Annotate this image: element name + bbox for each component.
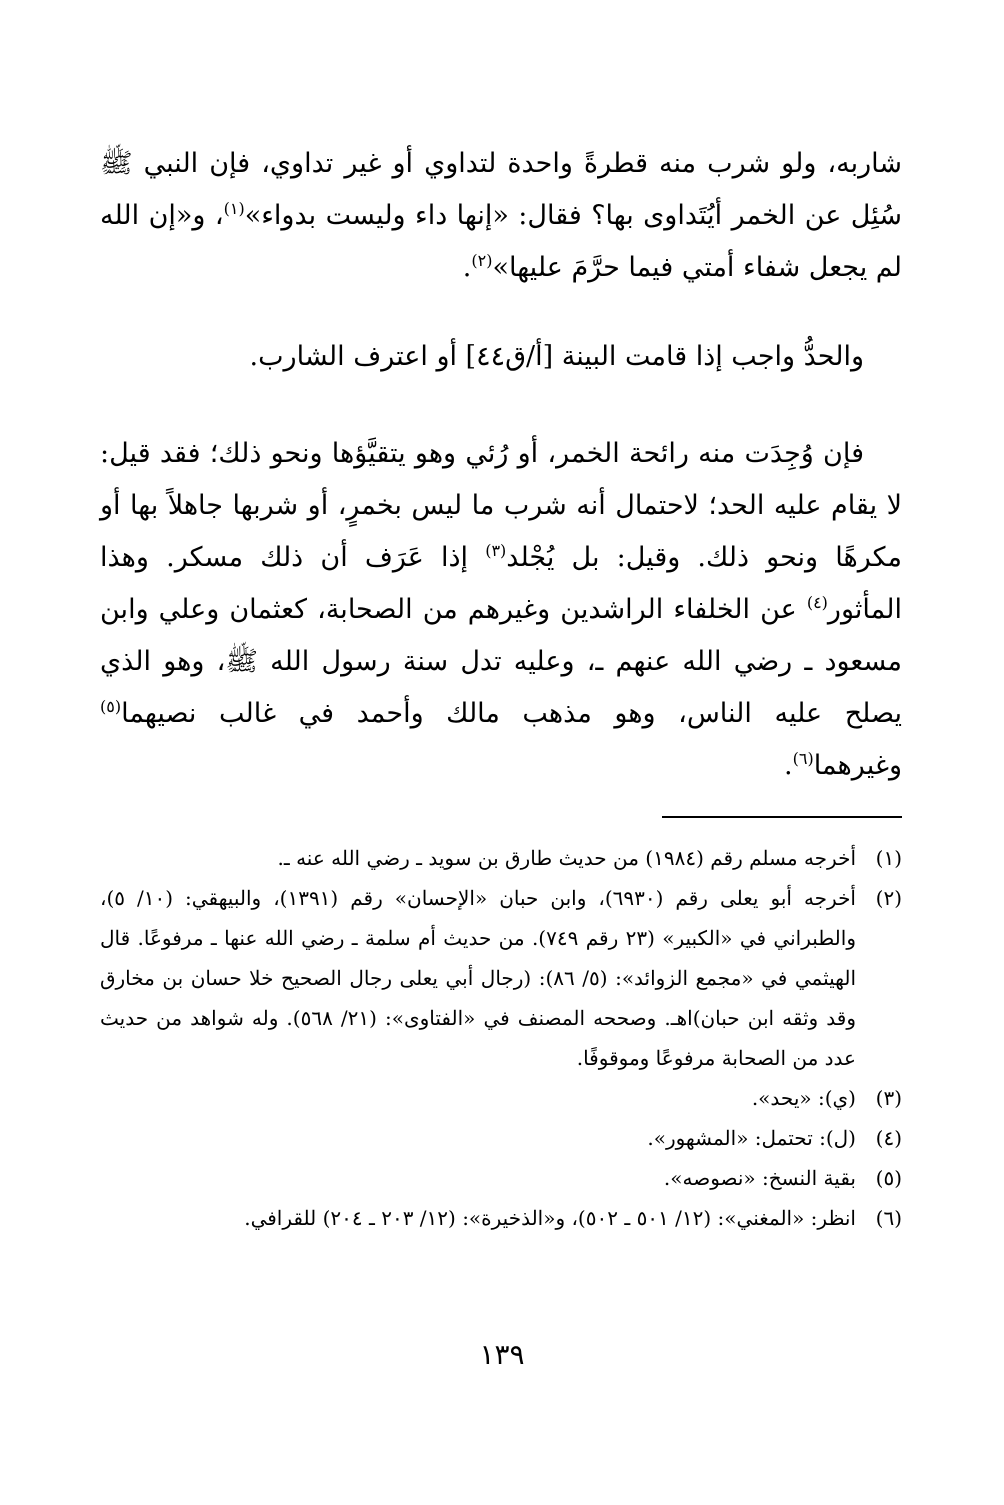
paragraph-1 (100, 138, 902, 294)
footnote-text: بقية النسخ: «نصوصه». (663, 1166, 856, 1190)
paragraph-2 (100, 331, 902, 383)
footnote-number: (٢) (875, 886, 902, 910)
footnote-ref-6: (٦) (792, 749, 814, 768)
footnote-ref-2: (٢) (471, 251, 493, 270)
footnote-text: انظر: «المغني»: (١٢/ ٥٠١ ـ ٥٠٢)، و«الذخيرة»: (١٢/ ٢٠٣ ـ ٢٠٤) للقرافي. (244, 1206, 856, 1230)
paragraph-3-text-e: . (784, 750, 793, 781)
footnote-number: (٦) (875, 1206, 902, 1230)
paragraph-3-text-c: عن الخلفاء الراشدين وغيرهم من الصحابة، كعثمان وعلي وابن مسعود ـ رضي الله عنهم ـ، وعليه تدل سنة رسول الله ﷺ، وهو الذي يصلح عليه الناس، وهو مذهب مالك وأحمد في غالب نصيهما (100, 594, 903, 729)
footnote-text: (ل): تحتمل: «المشهور». (647, 1126, 856, 1150)
footnote-ref-5: (٥) (100, 697, 122, 716)
footnote-ref-1: (١) (223, 199, 245, 218)
paragraph-1-text-a: شاربه، ولو شرب منه قطرةً واحدة لتداوي أو غير تداوي، فإن النبي ﷺ سُئِل عن الخمر أيُتَداوى بها؟ فقال: «إنها داء وليست بدواء» (100, 148, 902, 231)
footnote-text: أخرجه أبو يعلى رقم (٦٩٣٠)، وابن حبان «الإحسان» رقم (١٣٩١)، والبيهقي: (١٠/ ٥)، والطبراني في «الكبير» (٢٣ رقم ٧٤٩). من حديث أم سلمة ـ رضي الله عنها ـ مرفوعًا. قال الهيثمي في «مجمع الزوائد»: (٥/ ٨٦): (رجال أبي يعلى رجال الصحيح خلا حسان بن مخارق وقد وثقه ابن حبان)اهـ. وصححه المصنف في «الفتاوى»: (٢١/ ٥٦٨). وله شواهد من حديث عدد من الصحابة مرفوعًا وموقوفًا. (100, 886, 857, 1070)
footnote-divider (662, 816, 902, 818)
paragraph-3-text-b: إذا عَرَف أن ذلك مسكر. وهذا المأثور (100, 542, 902, 625)
footnote-ref-3: (٣) (485, 541, 507, 560)
footnote-text: أخرجه مسلم رقم (١٩٨٤) من حديث طارق بن سويد ـ رضي الله عنه ـ. (277, 846, 856, 870)
page-number: ١٣٩ (479, 1338, 525, 1371)
paragraph-2-text: والحدُّ واجب إذا قامت البينة [أ/ق٤٤] أو اعترف الشارب. (249, 341, 864, 372)
footnote-text: (ي): «يحد». (751, 1086, 856, 1110)
footnote-item (100, 838, 902, 878)
paragraph-3-text-a: فإن وُجِدَت منه رائحة الخمر، أو رُئي وهو يتقيَّؤها ونحو ذلك؛ فقد قيل: لا يقام عليه الحد؛ لاحتمال أنه شرب ما ليس بخمرٍ، أو شربها جاهلاً بها أو مكرهًا ونحو ذلك. وقيل: بل يُجْلد (100, 438, 902, 573)
footnote-number: (٣) (875, 1086, 902, 1110)
paragraph-3-text-d: وغيرهما (813, 750, 902, 781)
footnote-item (100, 1198, 902, 1238)
footnote-item (100, 1078, 902, 1118)
footnote-item (100, 1158, 902, 1198)
paragraph-3 (100, 428, 902, 792)
paragraph-1-text-b: ، و«إن الله لم يجعل شفاء أمتي فيما حرَّمَ عليها» (100, 200, 902, 283)
paragraph-1-text-c: . (462, 252, 472, 283)
footnotes (100, 838, 902, 1238)
footnote-item (100, 878, 902, 1078)
footnote-number: (١) (875, 846, 902, 870)
footnote-ref-4: (٤) (806, 593, 828, 612)
footnote-number: (٥) (875, 1166, 902, 1190)
footnote-item (100, 1118, 902, 1158)
footnote-number: (٤) (875, 1126, 902, 1150)
